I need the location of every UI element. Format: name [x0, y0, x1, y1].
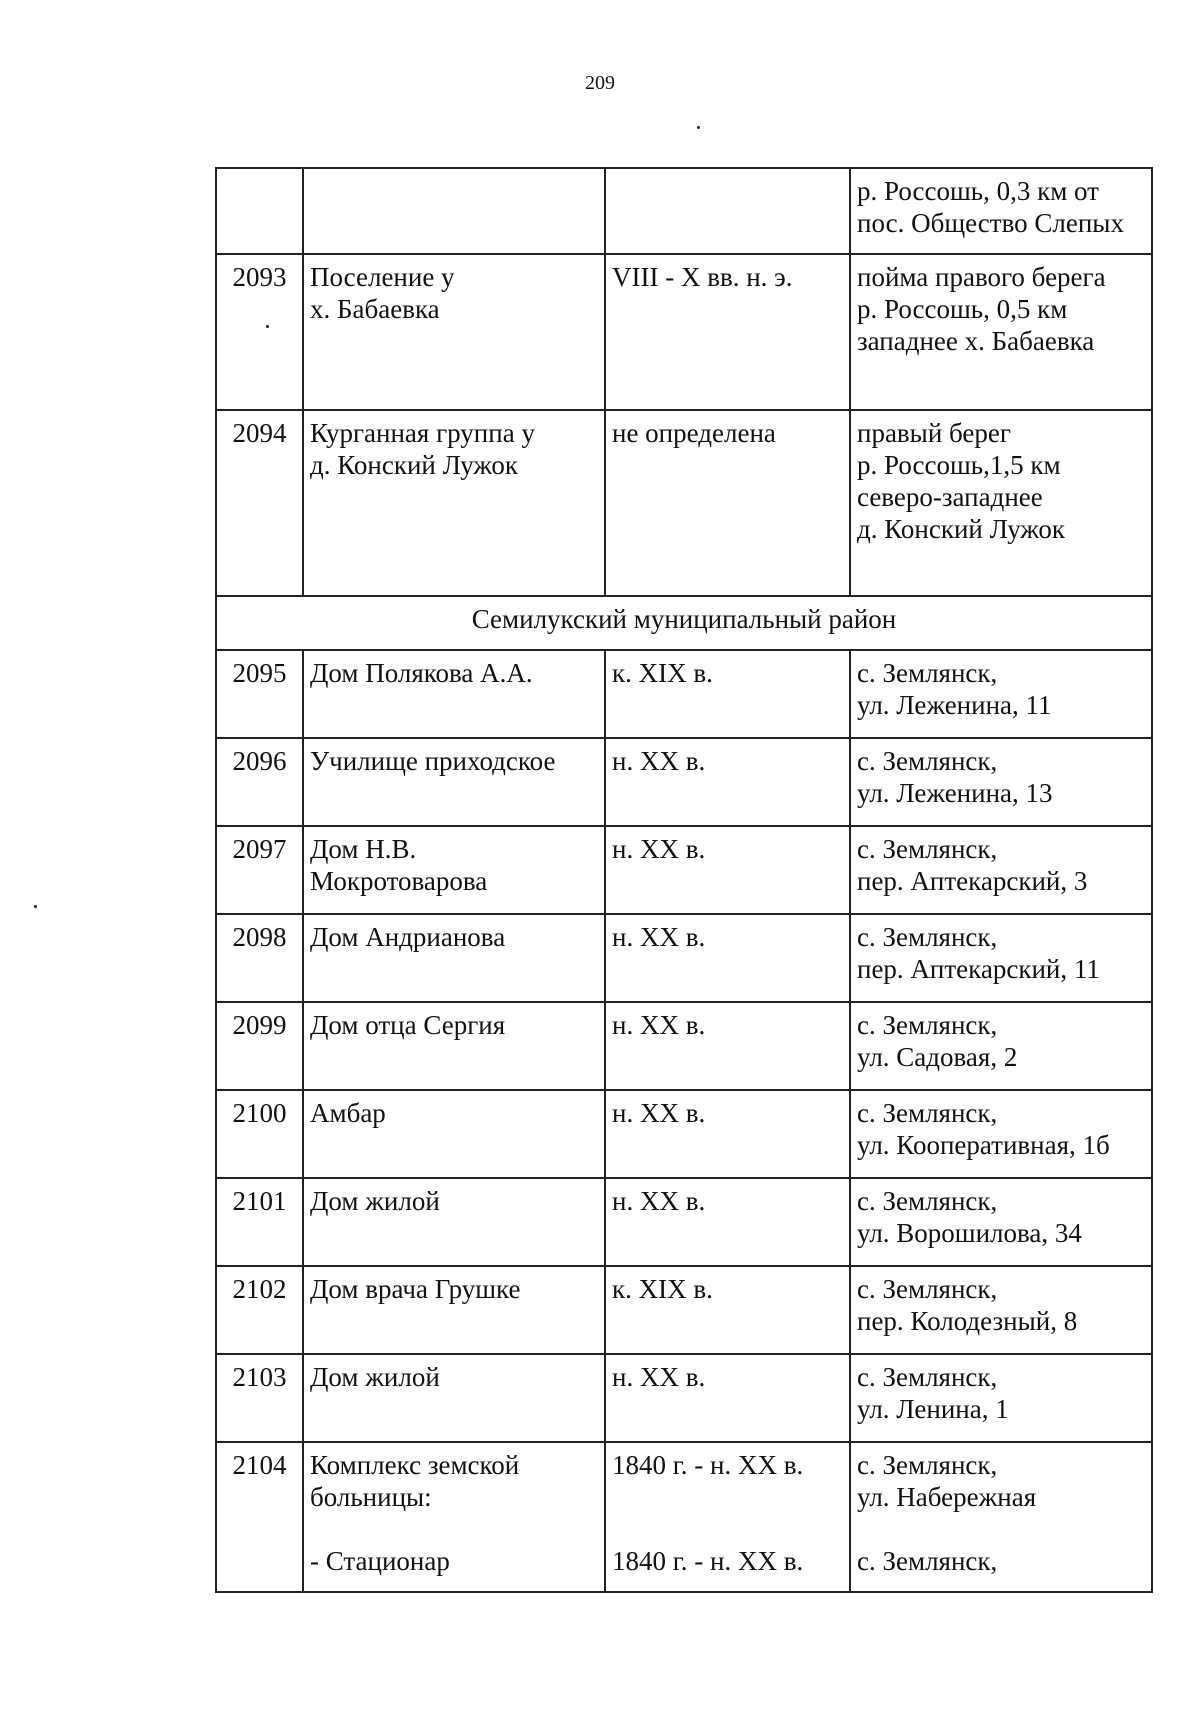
monument-name: Комплекс земской больницы: - Стационар [303, 1442, 605, 1592]
monument-location: с. Землянск, ул. Набережная с. Землянск, [850, 1442, 1152, 1592]
table-row [216, 1090, 1152, 1178]
row-number: 2097 [216, 826, 303, 914]
row-number [216, 168, 303, 254]
table-row [216, 254, 1152, 410]
monument-location: с. Землянск, ул. Леженина, 13 [850, 738, 1152, 826]
row-number: 2094 [216, 410, 303, 596]
monument-location: с. Землянск, ул. Ворошилова, 34 [850, 1178, 1152, 1266]
monument-name: Дом жилой [303, 1178, 605, 1266]
row-number: 2102 [216, 1266, 303, 1354]
monument-location: с. Землянск, ул. Ленина, 1 [850, 1354, 1152, 1442]
monument-name: Дом Полякова А.А. [303, 650, 605, 738]
monument-date: н. XX в. [605, 1354, 850, 1442]
table-row [216, 738, 1152, 826]
monument-date: н. XX в. [605, 1002, 850, 1090]
table-row [216, 1354, 1152, 1442]
monument-location: с. Землянск, пер. Аптекарский, 11 [850, 914, 1152, 1002]
monument-name: Дом Н.В. Мокротоварова [303, 826, 605, 914]
table-row [216, 168, 1152, 254]
row-number: 2093 [216, 254, 303, 410]
table-row [216, 1266, 1152, 1354]
section-row [216, 596, 1152, 650]
monument-location: р. Россошь, 0,3 км от пос. Общество Слепых [850, 168, 1152, 254]
table-row [216, 1178, 1152, 1266]
monument-location: с. Землянск, пер. Аптекарский, 3 [850, 826, 1152, 914]
row-number: 2103 [216, 1354, 303, 1442]
monument-date: не определена [605, 410, 850, 596]
monument-name: Амбар [303, 1090, 605, 1178]
monument-location: с. Землянск, пер. Колодезный, 8 [850, 1266, 1152, 1354]
monuments-table [215, 167, 1153, 1593]
monument-name [303, 168, 605, 254]
monument-name: Поселение у х. Бабаевка [303, 254, 605, 410]
row-number: 2101 [216, 1178, 303, 1266]
monument-location: с. Землянск, ул. Садовая, 2 [850, 1002, 1152, 1090]
monument-name: Дом врача Грушке [303, 1266, 605, 1354]
monument-name: Дом жилой [303, 1354, 605, 1442]
row-number: 2100 [216, 1090, 303, 1178]
monument-name: Училище приходское [303, 738, 605, 826]
monument-location: пойма правого берега р. Россошь, 0,5 км западнее х. Бабаевка [850, 254, 1152, 410]
table-row [216, 410, 1152, 596]
monument-location: правый берег р. Россошь,1,5 км северо-западнее д. Конский Лужок [850, 410, 1152, 596]
monument-date: н. XX в. [605, 914, 850, 1002]
monument-name: Дом Андрианова [303, 914, 605, 1002]
monument-date: н. XX в. [605, 826, 850, 914]
table-row [216, 1442, 1152, 1592]
row-number: 2098 [216, 914, 303, 1002]
monument-name: Курганная группа у д. Конский Лужок [303, 410, 605, 596]
table-row [216, 650, 1152, 738]
monument-date: н. XX в. [605, 1178, 850, 1266]
scan-speck [697, 126, 700, 129]
monument-location: с. Землянск, ул. Кооперативная, 1б [850, 1090, 1152, 1178]
monument-date: н. XX в. [605, 738, 850, 826]
monument-date: к. XIX в. [605, 1266, 850, 1354]
row-number: 2104 [216, 1442, 303, 1592]
monument-date: к. XIX в. [605, 650, 850, 738]
page-number: 209 [585, 72, 615, 94]
monument-name: Дом отца Сергия [303, 1002, 605, 1090]
monument-date: н. XX в. [605, 1090, 850, 1178]
monument-date [605, 168, 850, 254]
monument-location: с. Землянск, ул. Леженина, 11 [850, 650, 1152, 738]
scan-speck [34, 905, 37, 908]
monument-date: 1840 г. - н. XX в. 1840 г. - н. XX в. [605, 1442, 850, 1592]
row-number: 2095 [216, 650, 303, 738]
table-row [216, 1002, 1152, 1090]
section-title: Семилукский муниципальный район [216, 596, 1152, 650]
row-number: 2096 [216, 738, 303, 826]
row-number: 2099 [216, 1002, 303, 1090]
table-row [216, 826, 1152, 914]
monument-date: VIII - X вв. н. э. [605, 254, 850, 410]
table-row [216, 914, 1152, 1002]
